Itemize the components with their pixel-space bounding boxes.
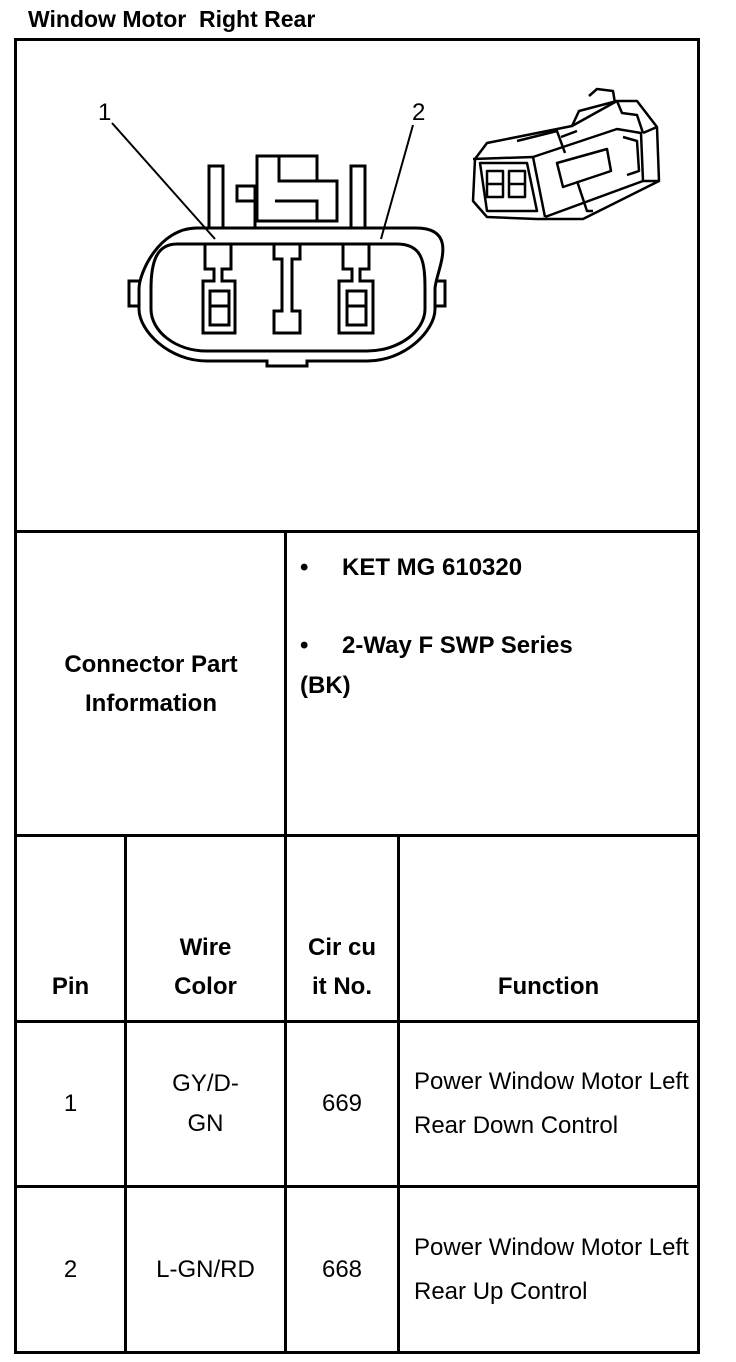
- callout-2: 2: [412, 99, 426, 126]
- row-1-function: Power Window Motor Left Rear Down Control: [414, 1068, 689, 1139]
- row-1-wire-color: GY/D-GN: [172, 1070, 239, 1137]
- part-number: KET MG 610320: [342, 554, 523, 581]
- header-wire-color: Wire Color: [174, 934, 237, 1000]
- row-2-wire-color: L-GN/RD: [156, 1255, 255, 1283]
- series-item: [300, 626, 690, 666]
- connector-part-info: [300, 548, 690, 706]
- bullet-icon: •: [300, 554, 309, 581]
- connector-face-icon: [129, 156, 445, 366]
- header-pin: Pin: [51, 973, 90, 1000]
- row-1-circuit: 669: [321, 1090, 363, 1117]
- connector-isometric-icon: [473, 89, 659, 219]
- series-color: (BK): [300, 672, 351, 699]
- divider-connector-info: [14, 834, 700, 837]
- connector-part-label: Connector Part Information: [64, 651, 238, 717]
- page-title: Window Motor Right Rear: [28, 6, 316, 32]
- callout-1: 1: [98, 99, 112, 126]
- header-function: Function: [497, 973, 600, 1000]
- header-circuit: Cir cuit No.: [307, 934, 376, 1000]
- part-number-item: [300, 548, 690, 588]
- row-2-function: Power Window Motor Left Rear Up Control: [414, 1233, 689, 1305]
- bullet-icon: •: [300, 632, 309, 659]
- row-2-pin: 2: [63, 1255, 78, 1283]
- connector-diagram: [17, 41, 697, 531]
- row-2-circuit: 668: [321, 1255, 363, 1283]
- row-1-pin: 1: [63, 1090, 78, 1117]
- series-name: 2-Way F SWP Series: [342, 632, 573, 659]
